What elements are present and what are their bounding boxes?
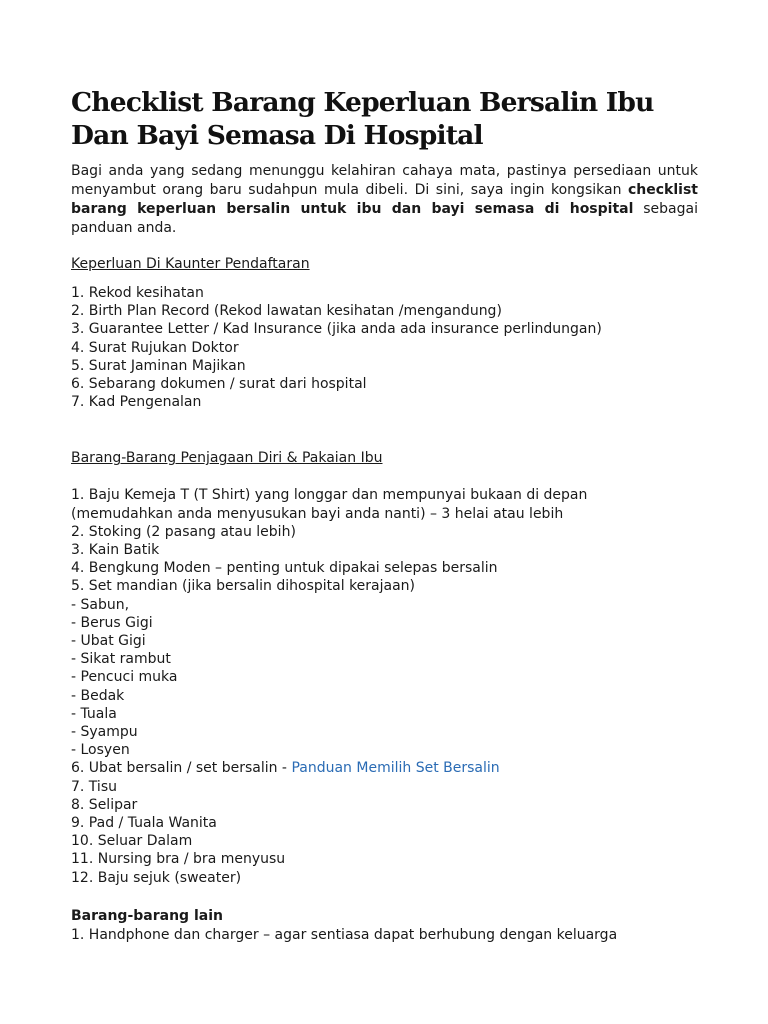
list-item: 7. Kad Pengenalan <box>71 394 202 411</box>
list-item: 1. Baju Kemeja T (T Shirt) yang longgar dan mempunyai bukaan di depan <box>71 487 588 504</box>
item6-text: 6. Ubat bersalin / set bersalin - <box>71 760 292 777</box>
list-item: 2. Stoking (2 pasang atau lebih) <box>71 523 296 540</box>
self-care-list <box>71 486 698 759</box>
list-item: 5. Set mandian (jika bersalin dihospital kerajaan) <box>71 578 416 595</box>
intro-text-1: Bagi anda yang sedang menunggu kelahiran cahaya mata, pastinya persediaan untuk menyambut orang baru sudahpun mula dibeli. Di sini, saya ingin kongsikan <box>71 163 698 198</box>
list-item: 4. Bengkung Moden – penting untuk dipakai selepas bersalin <box>71 560 498 577</box>
others-list <box>71 926 698 944</box>
list-item: 12. Baju sejuk (sweater) <box>71 869 242 886</box>
list-item: - Sikat rambut <box>71 651 171 668</box>
registration-list <box>71 284 698 411</box>
list-item: 5. Surat Jaminan Majikan <box>71 357 246 374</box>
list-item: 3. Kain Batik <box>71 542 160 559</box>
intro-text-2: sebagai panduan anda. <box>71 201 698 236</box>
list-item: 10. Seluar Dalam <box>71 833 193 850</box>
list-item: 8. Selipar <box>71 796 138 813</box>
list-item: - Bedak <box>71 687 125 704</box>
list-item: - Tuala <box>71 705 117 722</box>
list-item: 11. Nursing bra / bra menyusu <box>71 851 286 868</box>
list-item: 1. Rekod kesihatan <box>71 285 204 301</box>
list-item: 7. Tisu <box>71 778 117 795</box>
list-item: - Pencuci muka <box>71 669 178 686</box>
list-item <box>71 759 698 777</box>
set-bersalin-link[interactable]: Panduan Memilih Set Bersalin <box>291 760 500 777</box>
list-item: 3. Guarantee Letter / Kad Insurance (jika anda ada insurance perlindungan) <box>71 321 602 338</box>
list-item: - Losyen <box>71 742 130 759</box>
list-item: 9. Pad / Tuala Wanita <box>71 815 217 832</box>
list-item: 4. Surat Rujukan Doktor <box>71 339 239 356</box>
list-item: - Ubat Gigi <box>71 633 146 650</box>
section-heading-others: Barang-barang lain <box>71 907 223 924</box>
intro-paragraph <box>71 162 698 238</box>
section-heading-self-care: Barang-Barang Penjagaan Diri & Pakaian Ibu <box>71 450 383 467</box>
list-item: 2. Birth Plan Record (Rekod lawatan kesihatan /mengandung) <box>71 303 502 320</box>
list-item: - Berus Gigi <box>71 614 153 631</box>
list-item: - Syampu <box>71 724 138 741</box>
list-item: - Sabun, <box>71 596 130 613</box>
list-item: 6. Sebarang dokumen / surat dari hospital <box>71 376 367 393</box>
section-heading-registration: Keperluan Di Kaunter Pendaftaran <box>71 256 310 272</box>
self-care-list-continued <box>71 778 698 887</box>
list-item: (memudahkan anda menyusukan bayi anda nanti) – 3 helai atau lebih <box>71 505 564 522</box>
list-item: 1. Handphone dan charger – agar sentiasa dapat berhubung dengan keluarga <box>71 926 618 943</box>
page-title: Checklist Barang Keperluan Bersalin Ibu Dan Bayi Semasa Di Hospital <box>71 87 654 151</box>
intro-bold-text: checklist barang keperluan bersalin untuk ibu dan bayi semasa di hospital <box>71 182 698 217</box>
